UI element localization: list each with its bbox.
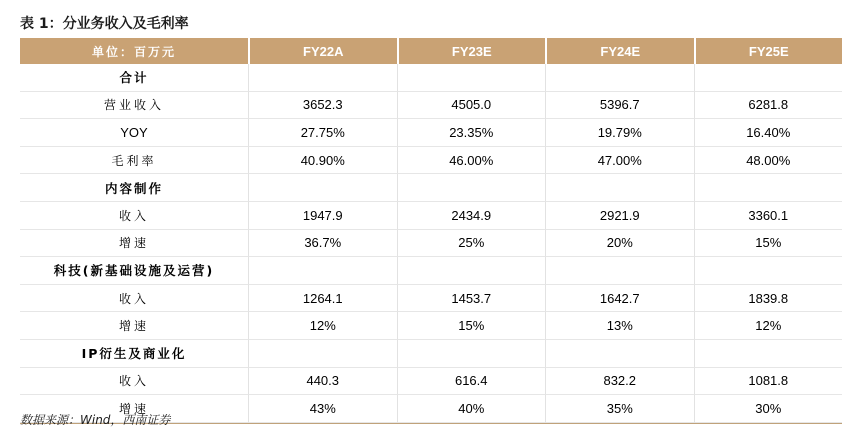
table-cell: 27.75% <box>248 119 397 147</box>
table-cell: 1839.8 <box>694 285 843 313</box>
table-cell <box>694 257 843 285</box>
row-label: IP衍生及商业化 <box>20 340 248 368</box>
table-cell: 3360.1 <box>694 202 843 230</box>
table-cell: 15% <box>694 230 843 258</box>
row-label: 收入 <box>20 202 248 230</box>
row-label: 收入 <box>20 285 248 313</box>
table-cell: 46.00% <box>397 147 546 175</box>
header-fy22a: FY22A <box>248 38 397 64</box>
row-label: 合计 <box>20 64 248 92</box>
table-row <box>20 230 842 258</box>
table-cell: 2921.9 <box>545 202 694 230</box>
table-row <box>20 368 842 396</box>
table-cell: 12% <box>694 312 843 340</box>
row-label: 增速 <box>20 312 248 340</box>
table-cell: 43% <box>248 395 397 423</box>
header-fy24e: FY24E <box>545 38 694 64</box>
row-label: 增速 <box>20 395 248 423</box>
table-cell: 1081.8 <box>694 368 843 396</box>
row-label: 收入 <box>20 368 248 396</box>
table-cell: 616.4 <box>397 368 546 396</box>
table-cell: 4505.0 <box>397 92 546 120</box>
table-cell <box>397 257 546 285</box>
header-fy25e: FY25E <box>694 38 843 64</box>
table-row <box>20 119 842 147</box>
section-row-total <box>20 64 842 92</box>
table-cell <box>248 257 397 285</box>
revenue-margin-table <box>20 38 842 424</box>
source-note: 数据来源：Wind，西南证券 <box>20 413 171 427</box>
table-caption: 表 1：分业务收入及毛利率 <box>20 16 189 32</box>
table-row <box>20 202 842 230</box>
table-row <box>20 312 842 340</box>
table-cell <box>397 64 546 92</box>
table-cell: 16.40% <box>694 119 843 147</box>
table-cell: 13% <box>545 312 694 340</box>
row-label: 科技(新基础设施及运营) <box>20 257 248 285</box>
header-fy23e: FY23E <box>397 38 546 64</box>
table-cell <box>545 64 694 92</box>
header-unit: 单位：百万元 <box>20 38 248 64</box>
row-label: 营业收入 <box>20 92 248 120</box>
table-row <box>20 92 842 120</box>
table-cell <box>545 257 694 285</box>
row-label: YOY <box>20 119 248 147</box>
table-cell <box>248 340 397 368</box>
table-cell: 12% <box>248 312 397 340</box>
table-cell: 832.2 <box>545 368 694 396</box>
table-cell: 40% <box>397 395 546 423</box>
table-cell: 19.79% <box>545 119 694 147</box>
table-cell: 1453.7 <box>397 285 546 313</box>
table-row <box>20 285 842 313</box>
table-cell <box>248 64 397 92</box>
table-cell: 48.00% <box>694 147 843 175</box>
table-cell: 23.35% <box>397 119 546 147</box>
table-cell: 20% <box>545 230 694 258</box>
table-cell <box>397 340 546 368</box>
table-cell <box>248 174 397 202</box>
table-cell <box>397 174 546 202</box>
section-row-content-production <box>20 174 842 202</box>
table-cell <box>545 340 694 368</box>
table-cell: 1642.7 <box>545 285 694 313</box>
table-cell <box>545 174 694 202</box>
table-cell: 1947.9 <box>248 202 397 230</box>
table-cell: 15% <box>397 312 546 340</box>
row-label: 内容制作 <box>20 174 248 202</box>
table-cell: 6281.8 <box>694 92 843 120</box>
table-cell <box>694 64 843 92</box>
table-cell: 1264.1 <box>248 285 397 313</box>
table-cell: 5396.7 <box>545 92 694 120</box>
table-cell: 440.3 <box>248 368 397 396</box>
table-cell <box>694 174 843 202</box>
table-cell: 2434.9 <box>397 202 546 230</box>
table-row <box>20 147 842 175</box>
table-cell: 40.90% <box>248 147 397 175</box>
table-cell: 25% <box>397 230 546 258</box>
table-cell: 35% <box>545 395 694 423</box>
table-cell <box>694 340 843 368</box>
section-row-ip-derivatives <box>20 340 842 368</box>
table-cell: 3652.3 <box>248 92 397 120</box>
table-cell: 36.7% <box>248 230 397 258</box>
row-label: 毛利率 <box>20 147 248 175</box>
row-label: 增速 <box>20 230 248 258</box>
header-row <box>20 38 842 64</box>
table-cell: 47.00% <box>545 147 694 175</box>
section-row-technology <box>20 257 842 285</box>
table-cell: 30% <box>694 395 843 423</box>
